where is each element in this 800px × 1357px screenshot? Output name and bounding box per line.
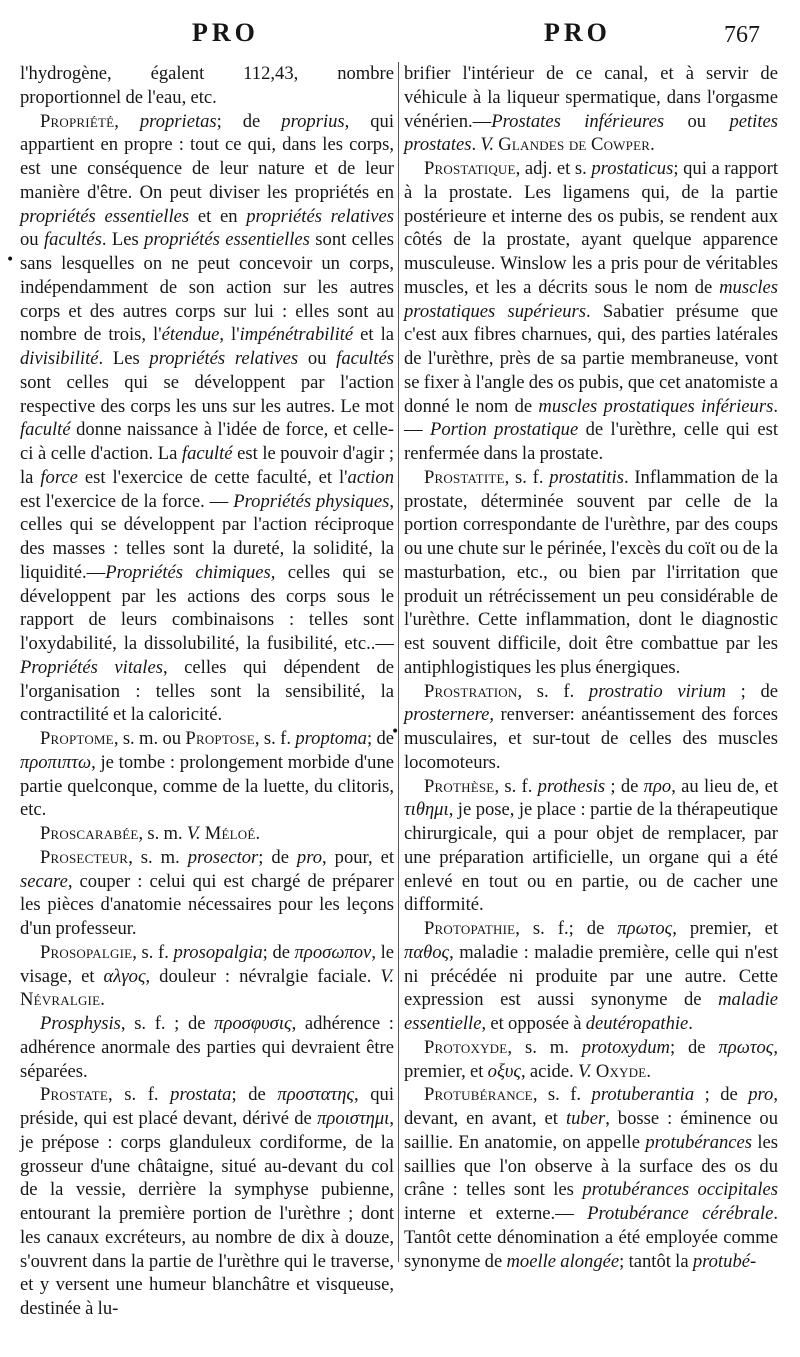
headword: Prostate: [40, 1084, 108, 1106]
entry-text: , celles qui dépendent de l'organisation : telles sont la sensibilité, la contractilité et la caloricité.: [20, 656, 394, 726]
entry-text: , devant, en avant, et: [404, 1084, 778, 1129]
entry-protoxyde: [404, 1036, 778, 1084]
entry-text: ou: [20, 229, 44, 251]
italic-term: πρωτος: [718, 1036, 774, 1058]
entry-text: ou: [664, 110, 730, 132]
italic-term: protubé-: [692, 1250, 757, 1272]
entry-text: , maladie : maladie première, celle qui n'est ni précédée ni produite par une autre. Cette expression est aussi synonyme de: [404, 941, 778, 1011]
headword: Glandes de Cowper: [498, 134, 651, 156]
italic-term: protuberantia: [591, 1084, 695, 1106]
entry-text: , bosse : éminence ou saillie. En anatomie, on appelle: [404, 1108, 778, 1153]
entry-text: , celles qui se développent par l'action réciproque des masses : telles sont la dureté, la solidité, la liquidité.—: [20, 490, 395, 583]
italic-term: V.: [578, 1060, 592, 1082]
headword: Prosecteur: [40, 846, 129, 868]
entry-text: . Les: [101, 229, 145, 251]
entry-text: ; de: [605, 775, 644, 797]
entry-text: , renverser: anéantissement des forces musculaires, et sur-tout de celles des muscles locomoteurs.: [404, 704, 778, 773]
italic-term: impénétrabilité: [239, 324, 354, 346]
entry-text: ; de: [231, 1084, 278, 1106]
entry-text: , couper : celui qui est chargé de préparer les pièces d'anatomie nécessaires pour les leçons d'un professeur.: [20, 870, 394, 939]
entry-text: ; de: [216, 110, 282, 132]
entry-text: , je prépose : corps glanduleux cordiforme, de la grosseur d'une châtaigne, situé au-devant du col de la vessie, derrière la symphyse pubienne, entourant la première portion de l'urèthre ; dont les canaux excréteurs, au nombre de dix à douze, s'ouvrent dans la partie de l'urèthre qui le traverse, et y versent une humeur blanchâtre et visqueuse, destinée à lu-: [20, 1108, 394, 1319]
entry-text: , le visage, et: [20, 941, 394, 987]
entry-text: l'hydrogène, égalent 112,43, nombre proportionnel de l'eau, etc.: [20, 63, 394, 108]
entry-hydrogene-cont: [20, 62, 394, 110]
entry-text: .: [650, 134, 655, 156]
italic-term: προιστημι: [317, 1108, 390, 1129]
headword: Prosopalgie: [40, 941, 133, 963]
entry-text: , s. f.: [494, 775, 538, 797]
italic-term: petites prostates: [404, 110, 779, 156]
entry-text: ; de: [725, 680, 778, 702]
entry-text: ; tantôt la: [619, 1250, 693, 1272]
entry-text: , celles qui se développent par les actions des corps sous le rapport de leurs combinaisons : telles sont l'oxydabilité, la dissolubilité, la fusibilité, etc..—: [20, 561, 395, 654]
entry-prothese: [404, 775, 778, 918]
entry-text: .: [255, 823, 261, 844]
headword: Prostration: [424, 680, 518, 702]
entry-text: .: [646, 1060, 652, 1082]
entry-text: .: [471, 134, 481, 156]
entry-text: ou: [298, 348, 337, 369]
entry-text: , premier, et: [672, 918, 778, 939]
italic-term: Prosphysis: [40, 1013, 121, 1034]
headword: Névralgie: [20, 989, 101, 1011]
entry-text: , s. f.: [504, 466, 550, 488]
entry-text: , s. m.: [138, 823, 187, 844]
entry-proscarabee: [20, 822, 394, 846]
entry-text: donne naissance à l'idée de force, et celle-ci à celle d'action. La: [20, 419, 394, 464]
italic-term: propriétés essentielles: [144, 229, 310, 251]
entry-protopathie: [404, 917, 778, 1036]
entry-text: .: [688, 1013, 693, 1034]
italic-term: action: [347, 466, 394, 488]
italic-term: muscles prostatiques inférieurs: [538, 395, 774, 417]
entry-text: , premier, et: [404, 1036, 779, 1082]
italic-term: proprietas: [139, 110, 217, 132]
italic-term: tuber: [565, 1108, 606, 1129]
italic-term: muscles prostatiques supérieurs: [404, 276, 778, 322]
entry-text: sont celles sans lesquelles on ne peut concevoir un corps, indépendamment de son action sur les autres corps et des autres corps sur lui : elles sont au nombre de trois, l': [20, 229, 394, 346]
entry-text: ; qui a rapport à la prostate. Les ligamens qui, de la partie postérieure et interne des os pubis, se rendent aux côtés de la prostate, ayant quelque apparence musculeuse. Winslow les a pris pour de véritables muscles, et les a décrits sous le nom de: [404, 158, 778, 298]
italic-term: deutéropathie: [585, 1013, 689, 1034]
italic-term: propriétés relatives: [149, 348, 299, 369]
entry-prosecteur: [20, 846, 394, 941]
entry-text: . Les: [98, 348, 150, 369]
italic-term: prostaticus: [591, 158, 674, 179]
italic-term: propriétés relatives: [246, 205, 394, 227]
entry-text: sont celles qui se développent par l'action respective des corps les uns sur les autres. Le mot: [20, 371, 394, 417]
entry-prosphysis: [20, 1012, 394, 1083]
entry-text: , je tombe : prolongement morbide d'une partie quelconque, comme de la luette, du clitoris, etc.: [20, 751, 394, 821]
entry-protuberance: [404, 1083, 778, 1273]
italic-term: proprius: [281, 110, 345, 132]
margin-dot: •: [391, 724, 400, 740]
entry-text: est l'exercice de cette faculté, et l': [77, 466, 348, 488]
headword: Propriété: [40, 110, 115, 132]
entry-text: de l'urèthre, celle qui est renfermée dans la prostate.: [404, 419, 778, 464]
italic-term: παθος: [404, 941, 450, 963]
italic-term: propriétés essentielles: [20, 205, 190, 227]
italic-term: prosternere: [404, 704, 490, 726]
entry-prostate: [20, 1083, 394, 1321]
italic-term: pro: [296, 846, 323, 868]
entry-text: ; de: [694, 1084, 749, 1106]
entry-text: , qui préside, qui est placé devant, dérivé de: [20, 1084, 394, 1129]
entry-text: est le pouvoir d'agir ; la: [20, 443, 394, 488]
italic-term: προ: [643, 775, 672, 797]
entry-prostration: [404, 680, 778, 775]
headword: Prostatite: [424, 466, 505, 488]
headword: Méloé: [204, 823, 256, 844]
entry-text: , je pose, je place : partie de la thérapeutique chirurgicale, qui a pour objet de remplacer, par une préparation artificielle, un organe qui a été enlevé en tout ou en partie, ou de cacher une difformité.: [404, 799, 778, 916]
entry-propriete: [20, 110, 394, 728]
entry-text: ,: [114, 110, 140, 132]
running-head-right: PRO: [544, 18, 611, 47]
italic-term: étendue: [161, 324, 220, 346]
headword: Prostatique: [424, 158, 516, 179]
italic-term: faculté: [20, 419, 71, 441]
page-number: 767: [724, 22, 760, 48]
italic-term: force: [40, 466, 78, 488]
margin-dot: •: [6, 252, 15, 268]
entry-text: , s. m.: [128, 846, 188, 868]
headword: Proscarabée: [40, 823, 139, 844]
entry-text: .: [100, 989, 105, 1011]
italic-term: V.: [480, 134, 495, 156]
italic-term: Propriétés physiques: [233, 490, 390, 512]
entry-text: , s. f.: [532, 1084, 592, 1106]
italic-term: προπιπτω: [20, 751, 92, 773]
italic-term: Propriétés chimiques: [105, 561, 271, 583]
entry-text: , s. f.: [254, 728, 296, 749]
entry-text: , s. f.; de: [515, 918, 618, 939]
column-divider: [398, 62, 399, 1262]
entry-text: , l': [219, 324, 240, 346]
italic-term: prostratio virium: [588, 680, 726, 702]
italic-term: Prostates inférieures: [491, 110, 665, 132]
entry-text: , douleur : névralgie faciale.: [145, 965, 381, 987]
italic-term: proptoma: [295, 728, 367, 749]
entry-text: , s. m. ou: [113, 728, 186, 749]
italic-term: προσωπον: [294, 941, 372, 963]
entry-text: ; de: [258, 846, 297, 868]
italic-term: facultés: [336, 348, 394, 369]
italic-term: prostatitis: [549, 466, 624, 488]
italic-term: facultés: [43, 229, 102, 251]
italic-term: αλγος: [103, 965, 146, 987]
entry-text: , s. m.: [507, 1036, 582, 1058]
italic-term: οξυς: [487, 1060, 521, 1082]
entry-text: , s. f.: [107, 1084, 171, 1106]
running-head-left: PRO: [192, 18, 259, 47]
italic-term: V.: [380, 965, 394, 987]
italic-term: τιθημι: [404, 799, 449, 821]
left-column: [20, 62, 394, 1321]
italic-term: protubérances occipitales: [582, 1179, 779, 1201]
italic-term: prostata: [170, 1084, 232, 1106]
italic-term: protoxydum: [581, 1036, 670, 1058]
entry-text: . Tantôt cette dénomination a été employée comme synonyme de: [404, 1203, 778, 1272]
entry-text: , s. f. ; de: [120, 1013, 215, 1034]
entry-text: brifier l'intérieur de ce canal, et à servir de véhicule à la liqueur spermatique, dans l'orgasme vénérien.—: [404, 63, 778, 132]
italic-term: secare: [20, 870, 68, 892]
entry-text: , adj. et s.: [515, 158, 592, 179]
entry-text: , pour, et: [322, 846, 394, 868]
italic-term: prothesis: [537, 775, 606, 797]
entry-text: , s. f.: [517, 680, 589, 702]
entry-text: les saillies que l'on observe à la surface des os du crâne : telles sont les: [404, 1131, 779, 1201]
right-column: [404, 62, 778, 1273]
headword: Proptose: [185, 728, 255, 749]
entry-text: , et opposée à: [481, 1013, 586, 1034]
entry-text: .—: [404, 395, 778, 441]
italic-term: divisibilité: [20, 348, 99, 369]
entry-text: , acide.: [520, 1060, 578, 1082]
headword: Protoxyde: [424, 1036, 508, 1058]
italic-term: Propriétés vitales: [20, 656, 163, 678]
entry-text: ; de: [669, 1036, 719, 1058]
italic-term: prosopalgia: [173, 941, 263, 963]
italic-term: V.: [186, 823, 201, 844]
entry-text: et en: [189, 205, 247, 227]
italic-term: πρωτος: [617, 918, 673, 939]
headword: Proptome: [40, 728, 114, 749]
entry-text: interne et externe.—: [404, 1203, 588, 1224]
entry-prostatite: [404, 466, 778, 680]
entry-text: , s. f.: [132, 941, 174, 963]
entry-prostate-cont: [404, 62, 778, 157]
entry-text: est l'exercice de la force. —: [20, 490, 234, 512]
entry-prostatique: [404, 157, 778, 466]
italic-term: faculté: [181, 443, 233, 464]
italic-term: Protubérance cérébrale: [587, 1203, 774, 1224]
italic-term: pro: [748, 1084, 774, 1106]
italic-term: prosector: [187, 846, 259, 868]
entry-proptome: [20, 727, 394, 822]
entry-text: , qui appartient en propre : tout ce qui, dans les corps, est une conséquence de leur nature et de leur manière d'être. On peut diviser les propriétés en: [20, 110, 394, 203]
italic-term: moelle alongée: [506, 1250, 620, 1272]
entry-text: . Sabatier présume que c'est aux fibres charnues, qui, des parties latérales de l'urèthre, près de sa partie membraneuse, vont se fixer à l'angle des os pubis, que cet anatomiste a donné le nom de: [404, 300, 778, 417]
entry-text: ; de: [366, 728, 394, 749]
italic-term: protubérances: [645, 1131, 753, 1153]
entry-text: , adhérence : adhérence anormale des parties qui devraient être séparées.: [20, 1013, 394, 1082]
entry-prosopalgie: [20, 941, 394, 1012]
italic-term: maladie essentielle: [404, 989, 778, 1034]
headword: Protubérance: [424, 1084, 533, 1106]
italic-term: προστατης: [277, 1084, 354, 1106]
headword: Oxyde: [595, 1060, 647, 1082]
entry-text: , au lieu de, et: [671, 775, 778, 797]
italic-term: Portion prostatique: [429, 419, 579, 441]
entry-text: ; de: [262, 941, 295, 963]
italic-term: προσφυσις: [214, 1013, 292, 1034]
headword: Protopathie: [424, 918, 516, 939]
entry-text: et la: [353, 324, 394, 346]
headword: Prothèse: [424, 775, 495, 797]
entry-text: . Inflammation de la prostate, déterminée souvent par celle de la portion correspondante de l'urèthre, par des coups ou une chute sur le périnée, l'excès du coït ou de la masturbation, etc., ou bien par l'irritation que produit un rétrécissement un peu considérable de l'urèthre. Cette inflammation, dont le diagnostic est souvent difficile, doit être combattue par les antiphlogistiques les plus énergiques.: [404, 466, 778, 678]
